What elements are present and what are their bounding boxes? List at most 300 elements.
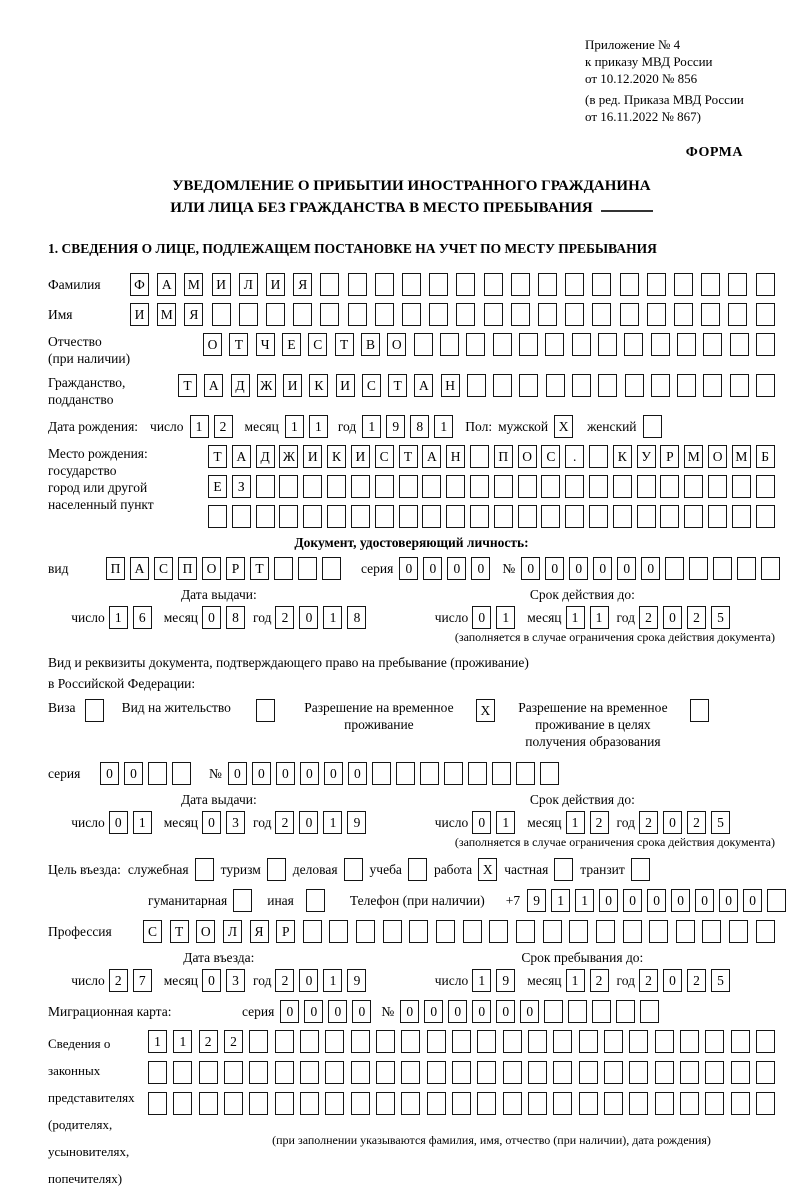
char-cell[interactable] bbox=[351, 1030, 370, 1053]
char-cell[interactable]: 0 bbox=[299, 969, 318, 992]
citizenship-cells[interactable] bbox=[178, 374, 775, 397]
temp-residence-education-checkbox[interactable] bbox=[690, 699, 709, 722]
char-cell[interactable]: С bbox=[375, 445, 394, 468]
char-cell[interactable] bbox=[376, 1092, 395, 1115]
char-cell[interactable] bbox=[528, 1030, 547, 1053]
char-cell[interactable] bbox=[637, 475, 656, 498]
doc-issue-day-cells[interactable] bbox=[109, 606, 152, 629]
char-cell[interactable] bbox=[456, 303, 475, 326]
char-cell[interactable]: 0 bbox=[202, 606, 221, 629]
char-cell[interactable]: 0 bbox=[202, 969, 221, 992]
char-cell[interactable] bbox=[173, 1061, 192, 1084]
char-cell[interactable]: 0 bbox=[299, 811, 318, 834]
char-cell[interactable] bbox=[631, 858, 650, 881]
doc-valid-day-cells[interactable] bbox=[472, 606, 515, 629]
char-cell[interactable] bbox=[538, 303, 557, 326]
char-cell[interactable]: 9 bbox=[386, 415, 405, 438]
char-cell[interactable]: 0 bbox=[280, 1000, 299, 1023]
char-cell[interactable]: 9 bbox=[496, 969, 515, 992]
doc-issue-year-cells[interactable] bbox=[275, 606, 366, 629]
char-cell[interactable] bbox=[546, 374, 565, 397]
char-cell[interactable] bbox=[629, 1092, 648, 1115]
char-cell[interactable] bbox=[436, 920, 455, 943]
char-cell[interactable]: А bbox=[204, 374, 223, 397]
char-cell[interactable]: Т bbox=[229, 333, 248, 356]
char-cell[interactable]: 0 bbox=[641, 557, 660, 580]
char-cell[interactable]: М bbox=[732, 445, 751, 468]
char-cell[interactable]: 2 bbox=[687, 811, 706, 834]
char-cell[interactable] bbox=[731, 1030, 750, 1053]
char-cell[interactable] bbox=[651, 374, 670, 397]
char-cell[interactable]: 0 bbox=[228, 762, 247, 785]
char-cell[interactable]: И bbox=[351, 445, 370, 468]
char-cell[interactable] bbox=[677, 333, 696, 356]
char-cell[interactable] bbox=[708, 475, 727, 498]
char-cell[interactable] bbox=[665, 557, 684, 580]
char-cell[interactable] bbox=[761, 557, 780, 580]
char-cell[interactable]: С bbox=[308, 333, 327, 356]
char-cell[interactable] bbox=[703, 374, 722, 397]
char-cell[interactable] bbox=[468, 762, 487, 785]
char-cell[interactable]: 6 bbox=[133, 606, 152, 629]
char-cell[interactable]: С bbox=[143, 920, 162, 943]
char-cell[interactable]: 0 bbox=[663, 606, 682, 629]
char-cell[interactable]: X bbox=[476, 699, 495, 722]
char-cell[interactable]: 1 bbox=[173, 1030, 192, 1053]
char-cell[interactable]: Т bbox=[250, 557, 269, 580]
char-cell[interactable]: 0 bbox=[202, 811, 221, 834]
char-cell[interactable]: И bbox=[212, 273, 231, 296]
purpose-other-checkbox[interactable] bbox=[306, 889, 325, 912]
char-cell[interactable]: 0 bbox=[472, 811, 491, 834]
char-cell[interactable] bbox=[731, 1092, 750, 1115]
char-cell[interactable]: О bbox=[708, 445, 727, 468]
char-cell[interactable]: 0 bbox=[663, 811, 682, 834]
char-cell[interactable] bbox=[484, 303, 503, 326]
char-cell[interactable] bbox=[541, 505, 560, 528]
char-cell[interactable]: 2 bbox=[224, 1030, 243, 1053]
char-cell[interactable]: 1 bbox=[496, 606, 515, 629]
char-cell[interactable] bbox=[256, 505, 275, 528]
char-cell[interactable] bbox=[538, 273, 557, 296]
char-cell[interactable] bbox=[275, 1092, 294, 1115]
char-cell[interactable] bbox=[589, 475, 608, 498]
char-cell[interactable]: Д bbox=[231, 374, 250, 397]
stay-issue-year-cells[interactable] bbox=[275, 811, 366, 834]
char-cell[interactable] bbox=[148, 762, 167, 785]
char-cell[interactable]: В bbox=[361, 333, 380, 356]
char-cell[interactable] bbox=[592, 1000, 611, 1023]
entry-month-cells[interactable] bbox=[202, 969, 245, 992]
char-cell[interactable]: 2 bbox=[275, 811, 294, 834]
char-cell[interactable] bbox=[565, 303, 584, 326]
birth-place-cells-row2[interactable] bbox=[208, 475, 775, 498]
char-cell[interactable] bbox=[756, 1092, 775, 1115]
purpose-work-checkbox[interactable] bbox=[478, 858, 497, 881]
char-cell[interactable] bbox=[702, 920, 721, 943]
char-cell[interactable]: Д bbox=[256, 445, 275, 468]
char-cell[interactable]: 1 bbox=[575, 889, 594, 912]
char-cell[interactable]: 0 bbox=[471, 557, 490, 580]
char-cell[interactable] bbox=[375, 303, 394, 326]
char-cell[interactable]: Р bbox=[660, 445, 679, 468]
char-cell[interactable] bbox=[372, 762, 391, 785]
char-cell[interactable]: 5 bbox=[711, 811, 730, 834]
char-cell[interactable] bbox=[503, 1061, 522, 1084]
char-cell[interactable]: О bbox=[202, 557, 221, 580]
char-cell[interactable] bbox=[640, 1000, 659, 1023]
char-cell[interactable] bbox=[470, 445, 489, 468]
char-cell[interactable] bbox=[579, 1092, 598, 1115]
char-cell[interactable] bbox=[427, 1030, 446, 1053]
char-cell[interactable] bbox=[613, 505, 632, 528]
char-cell[interactable]: Ф bbox=[130, 273, 149, 296]
purpose-business-checkbox[interactable] bbox=[344, 858, 363, 881]
char-cell[interactable]: 0 bbox=[448, 1000, 467, 1023]
char-cell[interactable]: 1 bbox=[496, 811, 515, 834]
char-cell[interactable]: 7 bbox=[133, 969, 152, 992]
char-cell[interactable]: Т bbox=[335, 333, 354, 356]
char-cell[interactable] bbox=[519, 374, 538, 397]
char-cell[interactable]: . bbox=[565, 445, 584, 468]
visa-checkbox[interactable] bbox=[85, 699, 104, 722]
char-cell[interactable]: Т bbox=[208, 445, 227, 468]
char-cell[interactable] bbox=[732, 505, 751, 528]
char-cell[interactable]: Т bbox=[170, 920, 189, 943]
char-cell[interactable] bbox=[440, 333, 459, 356]
doc-valid-year-cells[interactable] bbox=[639, 606, 730, 629]
char-cell[interactable] bbox=[224, 1092, 243, 1115]
char-cell[interactable] bbox=[300, 1030, 319, 1053]
char-cell[interactable] bbox=[275, 1030, 294, 1053]
char-cell[interactable] bbox=[383, 920, 402, 943]
char-cell[interactable] bbox=[249, 1061, 268, 1084]
char-cell[interactable] bbox=[684, 475, 703, 498]
residence-permit-checkbox[interactable] bbox=[256, 699, 275, 722]
char-cell[interactable] bbox=[232, 505, 251, 528]
char-cell[interactable] bbox=[689, 557, 708, 580]
char-cell[interactable]: 1 bbox=[551, 889, 570, 912]
stay-series-cells[interactable] bbox=[100, 762, 191, 785]
char-cell[interactable] bbox=[592, 273, 611, 296]
char-cell[interactable]: П bbox=[494, 445, 513, 468]
stay-valid-day-cells[interactable] bbox=[472, 811, 515, 834]
until-day-cells[interactable] bbox=[472, 969, 515, 992]
char-cell[interactable]: Е bbox=[208, 475, 227, 498]
char-cell[interactable] bbox=[528, 1061, 547, 1084]
char-cell[interactable] bbox=[690, 699, 709, 722]
char-cell[interactable]: П bbox=[178, 557, 197, 580]
char-cell[interactable] bbox=[677, 374, 696, 397]
char-cell[interactable] bbox=[249, 1030, 268, 1053]
char-cell[interactable]: 9 bbox=[527, 889, 546, 912]
char-cell[interactable]: О bbox=[387, 333, 406, 356]
char-cell[interactable] bbox=[484, 273, 503, 296]
char-cell[interactable]: 0 bbox=[695, 889, 714, 912]
char-cell[interactable] bbox=[568, 1000, 587, 1023]
char-cell[interactable] bbox=[452, 1030, 471, 1053]
char-cell[interactable] bbox=[737, 557, 756, 580]
char-cell[interactable] bbox=[676, 920, 695, 943]
char-cell[interactable] bbox=[493, 374, 512, 397]
char-cell[interactable]: О bbox=[203, 333, 222, 356]
char-cell[interactable] bbox=[604, 1030, 623, 1053]
char-cell[interactable] bbox=[420, 762, 439, 785]
char-cell[interactable]: У bbox=[637, 445, 656, 468]
stay-valid-month-cells[interactable] bbox=[566, 811, 609, 834]
char-cell[interactable] bbox=[344, 858, 363, 881]
char-cell[interactable] bbox=[408, 858, 427, 881]
char-cell[interactable]: Б bbox=[756, 445, 775, 468]
char-cell[interactable]: 0 bbox=[743, 889, 762, 912]
birth-month-cells[interactable] bbox=[285, 415, 328, 438]
char-cell[interactable] bbox=[596, 920, 615, 943]
char-cell[interactable] bbox=[756, 1030, 775, 1053]
sex-female-checkbox[interactable] bbox=[643, 415, 662, 438]
char-cell[interactable] bbox=[565, 273, 584, 296]
char-cell[interactable] bbox=[396, 762, 415, 785]
char-cell[interactable] bbox=[756, 920, 775, 943]
char-cell[interactable]: 2 bbox=[639, 811, 658, 834]
char-cell[interactable] bbox=[477, 1061, 496, 1084]
char-cell[interactable] bbox=[422, 475, 441, 498]
char-cell[interactable] bbox=[565, 505, 584, 528]
char-cell[interactable] bbox=[429, 303, 448, 326]
char-cell[interactable]: А bbox=[422, 445, 441, 468]
char-cell[interactable] bbox=[625, 374, 644, 397]
char-cell[interactable] bbox=[267, 858, 286, 881]
char-cell[interactable] bbox=[303, 475, 322, 498]
char-cell[interactable] bbox=[293, 303, 312, 326]
char-cell[interactable] bbox=[376, 1061, 395, 1084]
char-cell[interactable] bbox=[224, 1061, 243, 1084]
char-cell[interactable]: 1 bbox=[434, 415, 453, 438]
char-cell[interactable]: 2 bbox=[199, 1030, 218, 1053]
char-cell[interactable]: 0 bbox=[472, 1000, 491, 1023]
char-cell[interactable]: 1 bbox=[190, 415, 209, 438]
char-cell[interactable] bbox=[516, 762, 535, 785]
char-cell[interactable]: Т bbox=[399, 445, 418, 468]
char-cell[interactable] bbox=[489, 920, 508, 943]
char-cell[interactable] bbox=[589, 445, 608, 468]
char-cell[interactable]: 1 bbox=[309, 415, 328, 438]
char-cell[interactable]: 8 bbox=[226, 606, 245, 629]
char-cell[interactable]: 2 bbox=[275, 606, 294, 629]
char-cell[interactable]: М bbox=[157, 303, 176, 326]
char-cell[interactable] bbox=[730, 374, 749, 397]
char-cell[interactable] bbox=[401, 1030, 420, 1053]
char-cell[interactable] bbox=[300, 1061, 319, 1084]
stay-number-cells[interactable] bbox=[228, 762, 559, 785]
char-cell[interactable]: 1 bbox=[323, 969, 342, 992]
char-cell[interactable]: 1 bbox=[472, 969, 491, 992]
char-cell[interactable] bbox=[620, 303, 639, 326]
char-cell[interactable] bbox=[701, 273, 720, 296]
char-cell[interactable] bbox=[452, 1092, 471, 1115]
char-cell[interactable]: 0 bbox=[719, 889, 738, 912]
char-cell[interactable]: А bbox=[157, 273, 176, 296]
purpose-study-checkbox[interactable] bbox=[408, 858, 427, 881]
char-cell[interactable] bbox=[463, 920, 482, 943]
char-cell[interactable] bbox=[208, 505, 227, 528]
char-cell[interactable] bbox=[598, 374, 617, 397]
char-cell[interactable]: 0 bbox=[124, 762, 143, 785]
char-cell[interactable] bbox=[329, 920, 348, 943]
char-cell[interactable] bbox=[256, 699, 275, 722]
char-cell[interactable] bbox=[544, 1000, 563, 1023]
char-cell[interactable] bbox=[540, 762, 559, 785]
char-cell[interactable]: 0 bbox=[304, 1000, 323, 1023]
char-cell[interactable] bbox=[705, 1030, 724, 1053]
char-cell[interactable] bbox=[351, 505, 370, 528]
char-cell[interactable]: Л bbox=[239, 273, 258, 296]
char-cell[interactable]: А bbox=[232, 445, 251, 468]
doc-type-cells[interactable] bbox=[106, 557, 341, 580]
char-cell[interactable] bbox=[492, 762, 511, 785]
char-cell[interactable]: К bbox=[327, 445, 346, 468]
char-cell[interactable]: Н bbox=[441, 374, 460, 397]
char-cell[interactable]: М bbox=[684, 445, 703, 468]
char-cell[interactable]: 1 bbox=[148, 1030, 167, 1053]
char-cell[interactable]: 0 bbox=[348, 762, 367, 785]
char-cell[interactable] bbox=[756, 1061, 775, 1084]
char-cell[interactable] bbox=[279, 475, 298, 498]
char-cell[interactable] bbox=[351, 1092, 370, 1115]
char-cell[interactable] bbox=[655, 1092, 674, 1115]
char-cell[interactable] bbox=[399, 505, 418, 528]
char-cell[interactable] bbox=[629, 1030, 648, 1053]
char-cell[interactable] bbox=[320, 273, 339, 296]
char-cell[interactable]: 5 bbox=[711, 606, 730, 629]
char-cell[interactable]: Ж bbox=[257, 374, 276, 397]
char-cell[interactable]: 0 bbox=[545, 557, 564, 580]
char-cell[interactable]: 1 bbox=[323, 811, 342, 834]
profession-cells[interactable] bbox=[143, 920, 775, 943]
char-cell[interactable] bbox=[756, 303, 775, 326]
char-cell[interactable]: 0 bbox=[300, 762, 319, 785]
char-cell[interactable] bbox=[325, 1030, 344, 1053]
char-cell[interactable] bbox=[376, 1030, 395, 1053]
char-cell[interactable] bbox=[543, 920, 562, 943]
char-cell[interactable] bbox=[674, 273, 693, 296]
char-cell[interactable] bbox=[565, 475, 584, 498]
char-cell[interactable] bbox=[651, 333, 670, 356]
migration-series-cells[interactable] bbox=[280, 1000, 371, 1023]
char-cell[interactable]: А bbox=[130, 557, 149, 580]
char-cell[interactable]: И bbox=[283, 374, 302, 397]
char-cell[interactable]: 0 bbox=[599, 889, 618, 912]
char-cell[interactable]: И bbox=[130, 303, 149, 326]
char-cell[interactable] bbox=[422, 505, 441, 528]
char-cell[interactable] bbox=[518, 505, 537, 528]
char-cell[interactable] bbox=[172, 762, 191, 785]
char-cell[interactable]: К bbox=[613, 445, 632, 468]
char-cell[interactable]: 2 bbox=[214, 415, 233, 438]
char-cell[interactable] bbox=[655, 1061, 674, 1084]
char-cell[interactable] bbox=[728, 303, 747, 326]
char-cell[interactable] bbox=[456, 273, 475, 296]
char-cell[interactable] bbox=[327, 505, 346, 528]
char-cell[interactable]: 1 bbox=[362, 415, 381, 438]
char-cell[interactable] bbox=[351, 1061, 370, 1084]
char-cell[interactable]: 0 bbox=[399, 557, 418, 580]
char-cell[interactable] bbox=[729, 920, 748, 943]
stay-issue-day-cells[interactable] bbox=[109, 811, 152, 834]
char-cell[interactable] bbox=[429, 273, 448, 296]
char-cell[interactable]: И bbox=[336, 374, 355, 397]
char-cell[interactable]: 0 bbox=[671, 889, 690, 912]
char-cell[interactable]: С bbox=[362, 374, 381, 397]
char-cell[interactable]: Р bbox=[226, 557, 245, 580]
char-cell[interactable] bbox=[511, 303, 530, 326]
purpose-tourism-checkbox[interactable] bbox=[267, 858, 286, 881]
char-cell[interactable] bbox=[592, 303, 611, 326]
char-cell[interactable] bbox=[516, 920, 535, 943]
char-cell[interactable] bbox=[85, 699, 104, 722]
char-cell[interactable] bbox=[446, 505, 465, 528]
char-cell[interactable] bbox=[466, 333, 485, 356]
char-cell[interactable]: 0 bbox=[472, 606, 491, 629]
char-cell[interactable] bbox=[731, 1061, 750, 1084]
char-cell[interactable]: 2 bbox=[687, 969, 706, 992]
temp-residence-checkbox[interactable] bbox=[476, 699, 495, 722]
char-cell[interactable] bbox=[375, 475, 394, 498]
char-cell[interactable] bbox=[351, 475, 370, 498]
char-cell[interactable]: 3 bbox=[226, 811, 245, 834]
char-cell[interactable]: З bbox=[232, 475, 251, 498]
birth-day-cells[interactable] bbox=[190, 415, 233, 438]
char-cell[interactable] bbox=[401, 1092, 420, 1115]
char-cell[interactable] bbox=[604, 1061, 623, 1084]
char-cell[interactable] bbox=[703, 333, 722, 356]
char-cell[interactable] bbox=[427, 1061, 446, 1084]
char-cell[interactable] bbox=[199, 1092, 218, 1115]
char-cell[interactable]: 5 bbox=[711, 969, 730, 992]
char-cell[interactable] bbox=[503, 1092, 522, 1115]
char-cell[interactable] bbox=[579, 1061, 598, 1084]
char-cell[interactable]: 8 bbox=[410, 415, 429, 438]
char-cell[interactable] bbox=[249, 1092, 268, 1115]
char-cell[interactable]: 9 bbox=[347, 969, 366, 992]
char-cell[interactable] bbox=[589, 505, 608, 528]
char-cell[interactable] bbox=[173, 1092, 192, 1115]
char-cell[interactable]: Я bbox=[250, 920, 269, 943]
char-cell[interactable]: Е bbox=[282, 333, 301, 356]
char-cell[interactable] bbox=[680, 1061, 699, 1084]
char-cell[interactable] bbox=[713, 557, 732, 580]
patronymic-cells[interactable] bbox=[203, 333, 775, 356]
char-cell[interactable] bbox=[730, 333, 749, 356]
char-cell[interactable] bbox=[732, 475, 751, 498]
char-cell[interactable] bbox=[613, 475, 632, 498]
char-cell[interactable]: 0 bbox=[521, 557, 540, 580]
char-cell[interactable] bbox=[320, 303, 339, 326]
char-cell[interactable] bbox=[643, 415, 662, 438]
char-cell[interactable] bbox=[467, 374, 486, 397]
doc-issue-month-cells[interactable] bbox=[202, 606, 245, 629]
char-cell[interactable] bbox=[554, 858, 573, 881]
char-cell[interactable]: П bbox=[106, 557, 125, 580]
char-cell[interactable] bbox=[756, 505, 775, 528]
char-cell[interactable] bbox=[446, 475, 465, 498]
doc-number-cells[interactable] bbox=[521, 557, 780, 580]
char-cell[interactable]: Л bbox=[223, 920, 242, 943]
purpose-official-checkbox[interactable] bbox=[195, 858, 214, 881]
char-cell[interactable]: 2 bbox=[275, 969, 294, 992]
char-cell[interactable] bbox=[572, 374, 591, 397]
char-cell[interactable] bbox=[256, 475, 275, 498]
char-cell[interactable]: 0 bbox=[252, 762, 271, 785]
